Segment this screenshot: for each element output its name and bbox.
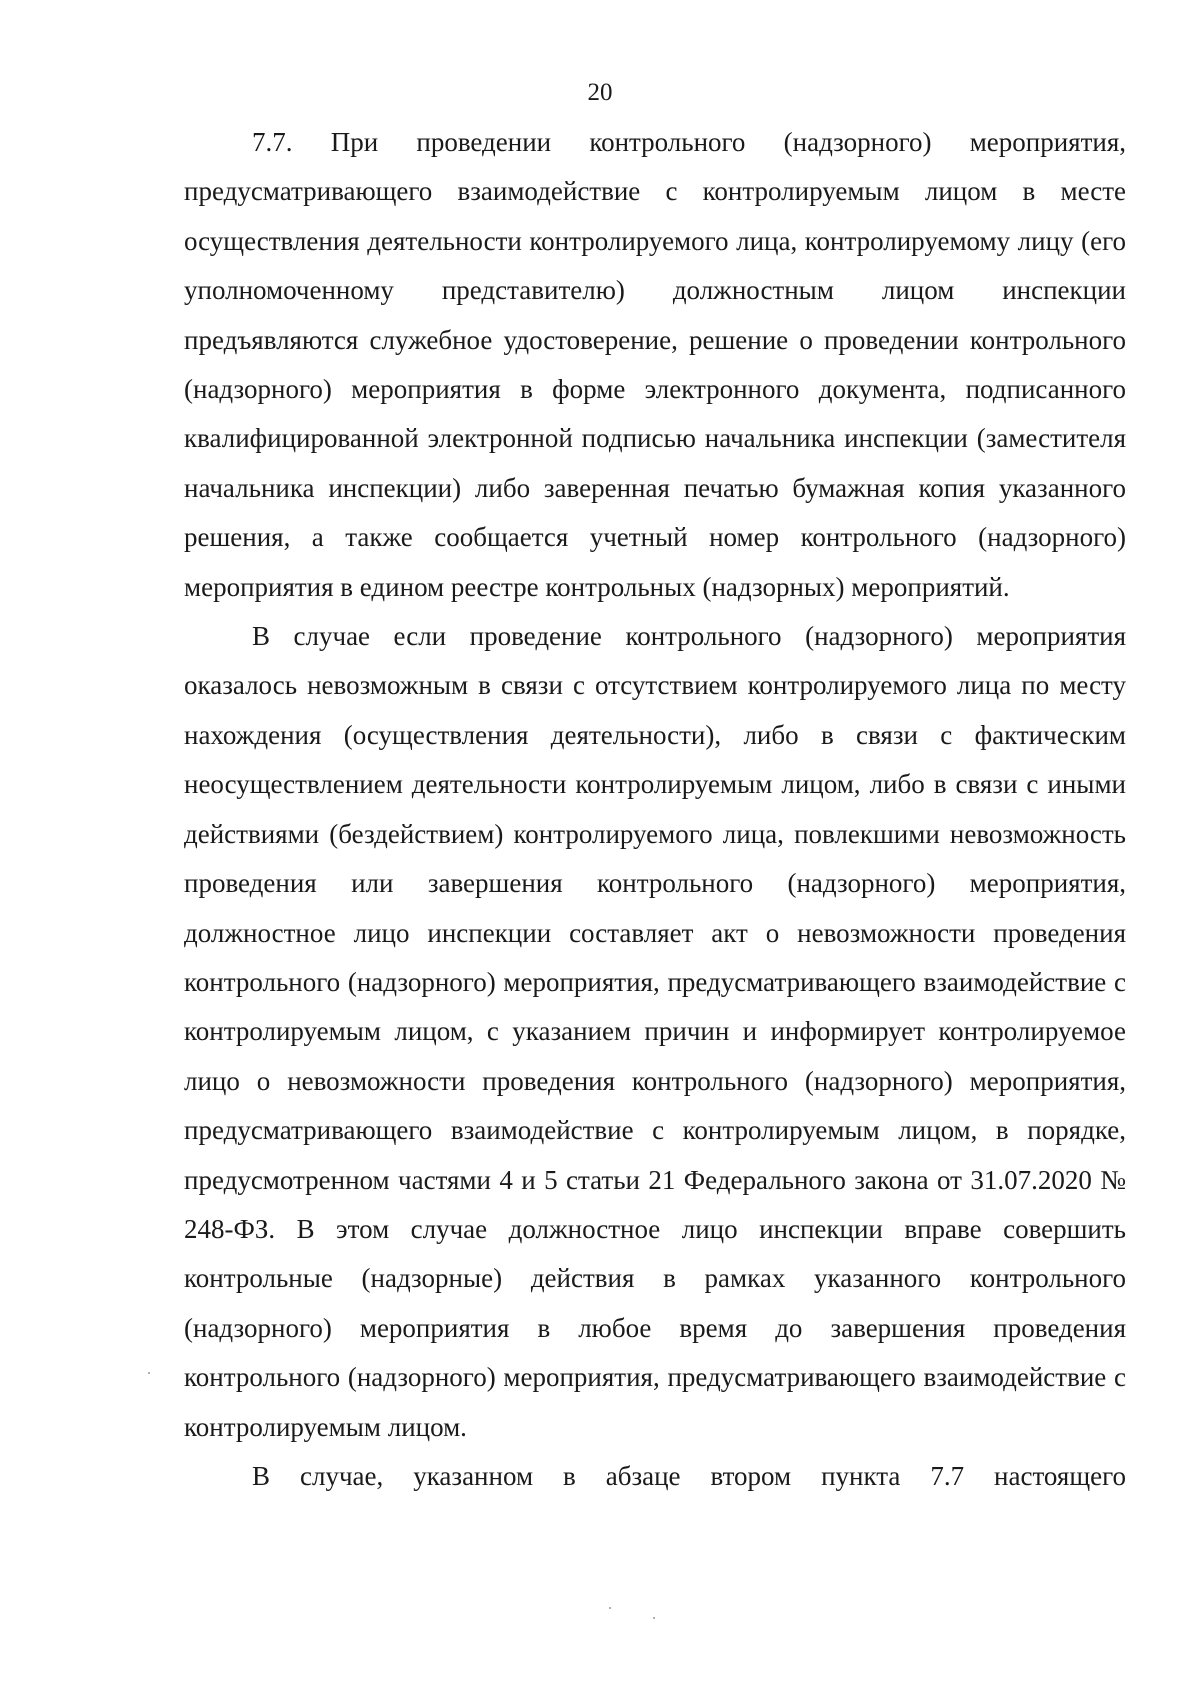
page-number: 20 [587, 79, 613, 106]
paragraph-continued: В случае, указанном в абзаце втором пункта 7.7 настоящего [252, 1460, 1126, 1491]
scan-speck [148, 1372, 150, 1374]
scan-speck [609, 1607, 611, 1609]
paragraph-7-7: 7.7. При проведении контрольного (надзорного) мероприятия, предусматривающего взаимодействие с контролируемым лицом в месте осуществления деятельности контролируемого лица, контролируемому лицу (его уполномоченному представителю) должностным лицом инспекции предъявляются служебное удостоверение, решение о проведении контрольного (надзорного) мероприятия в форме электронного документа, подписанного квалифицированной электронной подписью начальника инспекции (заместителя начальника инспекции) либо заверенная печатью бумажная копия указанного решения, а также сообщается учетный номер контрольного (надзорного) мероприятия в едином реестре контрольных (надзорных) мероприятий. [184, 127, 1126, 602]
paragraph-impossibility-case: В случае если проведение контрольного (надзорного) мероприятия оказалось невозможным в связи с отсутствием контролируемого лица по месту нахождения (осуществления деятельности), либо в связи с фактическим неосуществлением деятельности контролируемым лицом, либо в связи с иными действиями (бездействием) контролируемого лица, повлекшими невозможность проведения или завершения контрольного (надзорного) мероприятия, должностное лицо инспекции составляет акт о невозможности проведения контрольного (надзорного) мероприятия, предусматривающего взаимодействие с контролируемым лицом, с указанием причин и информирует контролируемое лицо о невозможности проведения контрольного (надзорного) мероприятия, предусматривающего взаимодействие с контролируемым лицом, в порядке, предусмотренном частями 4 и 5 статьи 21 Федерального закона от 31.07.2020 № 248-ФЗ. В этом случае должностное лицо инспекции вправе совершить контрольные (надзорные) действия в рамках указанного контрольного (надзорного) мероприятия в любое время до завершения проведения контрольного (надзорного) мероприятия, предусматривающего взаимодействие с контролируемым лицом. [184, 621, 1126, 1442]
scan-speck [653, 1617, 655, 1619]
document-body [184, 118, 1126, 1501]
